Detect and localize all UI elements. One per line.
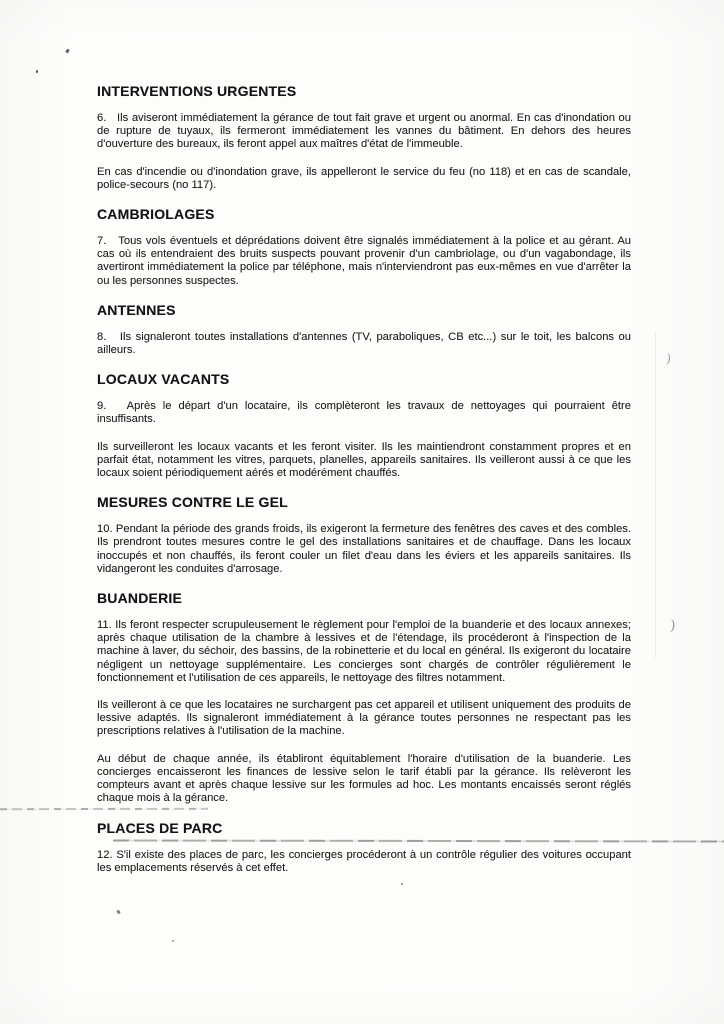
section-interventions-urgentes (97, 83, 635, 192)
scan-artifact-vertical-line (655, 332, 656, 658)
paragraph: 11. Ils feront respecter scrupuleusement le règlement pour l'emploi de la buanderie et des locaux annexes; après chaque utilisation de la chambre à lessives et de l'étendage, ils procéderont à l'inspection de la machine à laver, du séchoir, des bassins, de la robinetterie et du local en général. Ils exigeront du locataire négligent un nettoyage supplémentaire. Les concierges sont chargés de contrôler régulièrement le fonctionnement et l'utilisation de ces appareils, le nettoyage des filtres notamment. (97, 619, 635, 684)
section-heading: ANTENNES (97, 301, 176, 318)
paragraph: Ils veilleront à ce que les locataires ne surchargent pas cet appareil et utilisent uniquement des produits de lessive adaptés. Ils signaleront immédiatement à la gérance toutes personnes ne respectant pas les prescriptions relatives à l'utilisation de la machine. (97, 699, 635, 738)
scan-mark-curl: ) (664, 351, 673, 368)
scan-speck (172, 940, 174, 942)
section-heading: PLACES DE PARC (97, 819, 223, 836)
scan-speck (116, 910, 121, 915)
document-body (97, 83, 635, 889)
paragraph: 8. Ils signaleront toutes installations d'antennes (TV, paraboliques, CB etc...) sur le toit, les balcons ou ailleurs. (97, 330, 635, 357)
section-heading: CAMBRIOLAGES (97, 206, 215, 223)
paragraph: 12. S'il existe des places de parc, les concierges procéderont à un contrôle régulier des voitures occupant les emplacements réservés à cet effet. (97, 848, 635, 874)
section-locaux-vacants (97, 371, 635, 480)
scan-speck (36, 70, 38, 73)
section-heading: INTERVENTIONS URGENTES (97, 83, 297, 99)
section-antennes (97, 301, 635, 357)
paragraph: 6. Ils aviseront immédiatement la gérance de tout fait grave et urgent ou anormal. En cas d'inondation ou de rupture de tuyaux, ils fermeront immédiatement les vannes du bâtiment. En dehors des heures d'ouverture des bureaux, ils feront appel aux maîtres d'état de l'immeuble. (97, 112, 635, 151)
section-heading: BUANDERIE (97, 590, 183, 607)
paragraph: Ils surveilleront les locaux vacants et les feront visiter. Ils les maintiendront constamment propres et en parfait état, notamment les vitres, parquets, planelles, appareils sanitaires. Ils veilleront aussi à ce que les locaux soient périodiquement aérés et modérément chauffés. (97, 440, 635, 480)
scan-speck (65, 49, 70, 54)
section-heading: LOCAUX VACANTS (97, 371, 230, 388)
paragraph: 10. Pendant la période des grands froids, ils exigeront la fermeture des fenêtres des caves et des combles. Ils prendront toutes mesures contre le gel des installations sanitaires et de chauffage. Dans les locaux inoccupés et non chauffés, ils feront couler un filet d'eau dans les éviers et les appareils sanitaires. Ils vidangeront les conduites d'arrosage. (97, 523, 635, 575)
section-mesures-contre-le-gel (97, 494, 635, 576)
paragraph: 7. Tous vols éventuels et déprédations doivent être signalés immédiatement à la police et au gérant. Au cas où ils entendraient des bruits suspects pouvant provenir d'un cambriolage, ou d'un vagabondage, ils avertiront immédiatement la police par téléphone, mais n'interviendront pas eux-mêmes en vue d'arrêter la ou les personnes suspectes. (97, 235, 635, 287)
section-heading: MESURES CONTRE LE GEL (97, 494, 288, 511)
paragraph: 9. Après le départ d'un locataire, ils complèteront les travaux de nettoyages qui pourraient être insuffisants. (97, 400, 635, 426)
section-buanderie (97, 590, 635, 805)
section-cambriolages (97, 206, 635, 288)
section-places-de-parc (97, 819, 635, 875)
paragraph: En cas d'incendie ou d'inondation grave, ils appelleront le service du feu (no 118) et en cas de scandale, police-secours (no 117). (97, 165, 635, 191)
paragraph: Au début de chaque année, ils établiront équitablement l'horaire d'utilisation de la buanderie. Les concierges encaisseront les finances de lessive selon le tarif établi par la gérance. Ils relèveront les compteurs avant et après chaque lessive sur les formules ad hoc. Les montants encaissés seront réglés chaque mois à la gérance. (97, 752, 635, 805)
scan-mark-curl: ) (669, 617, 677, 635)
